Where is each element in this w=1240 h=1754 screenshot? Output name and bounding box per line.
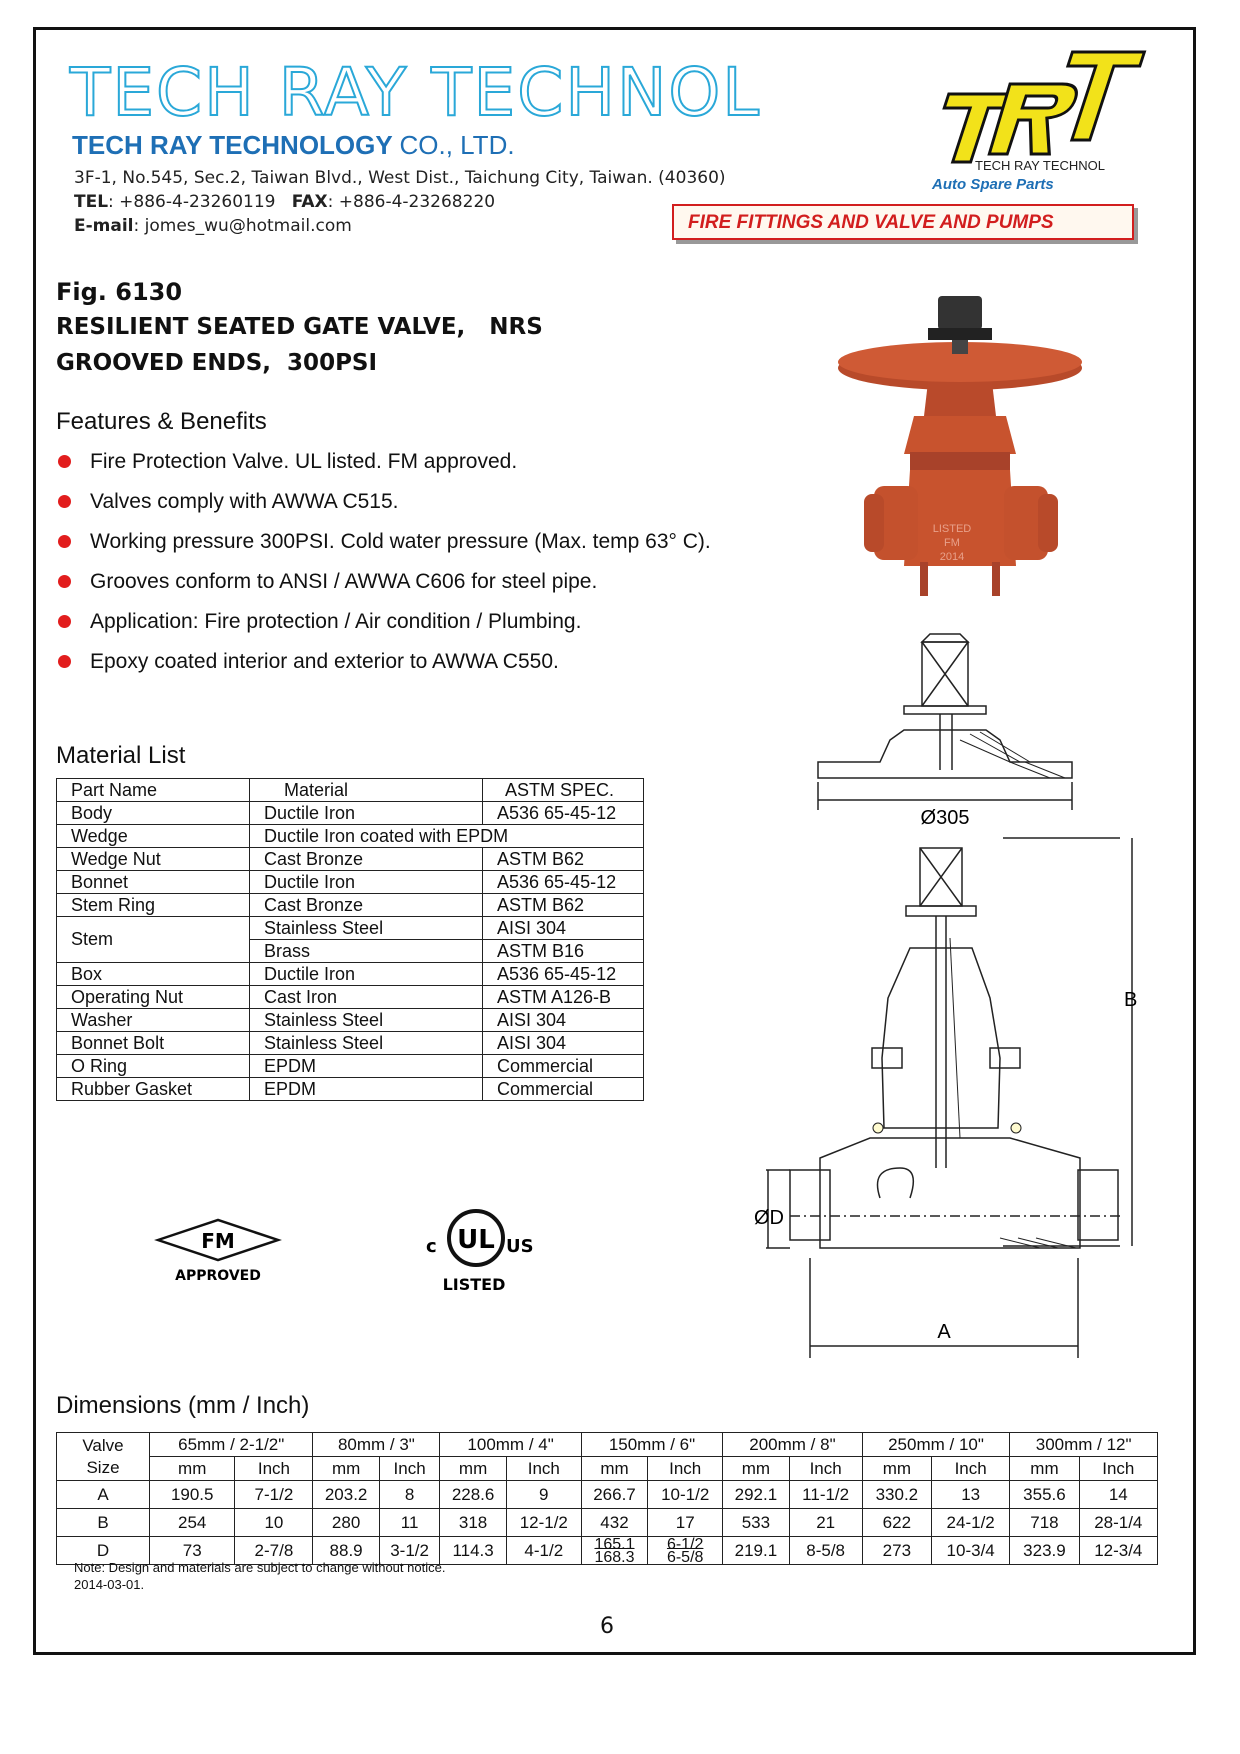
table-header-cell: mm — [581, 1457, 647, 1481]
feature-text: Fire Protection Valve. UL listed. FM approved. — [90, 450, 518, 473]
dimensions-heading: Dimensions (mm / Inch) — [56, 1392, 310, 1419]
table-cell: 7-1/2 — [235, 1481, 313, 1509]
table-cell: 10-3/4 — [932, 1537, 1010, 1565]
table-header-cell: ASTM SPEC. — [483, 779, 644, 802]
company-suffix: CO., LTD. — [399, 130, 515, 160]
email-label: E-mail — [74, 216, 134, 236]
fax-value: : +886-4-23268220 — [327, 192, 496, 212]
table-header-cell: Material — [250, 779, 483, 802]
table-cell: Ductile Iron coated with EPDM — [250, 825, 644, 848]
feature-item — [56, 568, 711, 608]
material-list-heading: Material List — [56, 742, 186, 769]
table-cell: 8 — [379, 1481, 440, 1509]
features-list — [56, 448, 711, 688]
table-cell-split — [648, 1537, 723, 1565]
table-cell: 165.1 — [594, 1535, 635, 1553]
features-heading: Features & Benefits — [56, 408, 267, 435]
fm-mark: FM — [201, 1229, 235, 1253]
table-row — [57, 963, 644, 986]
ul-listed-logo — [418, 1200, 538, 1296]
table-cell: 228.6 — [440, 1481, 506, 1509]
fax-label: FAX — [291, 192, 328, 212]
table-header-cell: mm — [440, 1457, 506, 1481]
table-row-b — [57, 1509, 1158, 1537]
table-cell: 10 — [235, 1509, 313, 1537]
company-email — [74, 214, 726, 238]
table-cell: ASTM B62 — [483, 894, 644, 917]
table-cell: 24-1/2 — [932, 1509, 1010, 1537]
table-cell: 88.9 — [313, 1537, 379, 1565]
table-cell: 533 — [723, 1509, 789, 1537]
table-cell-split — [581, 1537, 647, 1565]
table-header-cell: Inch — [648, 1457, 723, 1481]
table-row — [57, 802, 644, 825]
table-header-cell: Size — [86, 1457, 120, 1477]
material-table — [56, 778, 644, 1101]
table-row — [57, 1078, 644, 1101]
table-cell: Stainless Steel — [250, 917, 483, 940]
table-header-cell: Inch — [789, 1457, 862, 1481]
table-cell: 190.5 — [150, 1481, 235, 1509]
table-cell: 323.9 — [1010, 1537, 1079, 1565]
table-row — [57, 1032, 644, 1055]
table-row — [57, 986, 644, 1009]
casting-text: LISTED — [932, 523, 972, 535]
company-logo-text: TECH RAY TECHNOL — [70, 54, 762, 131]
ul-listed-label: LISTED — [442, 1275, 506, 1294]
feature-text: Valves comply with AWWA C515. — [90, 490, 399, 513]
fm-approved-logo — [154, 1218, 282, 1284]
table-cell: 432 — [581, 1509, 647, 1537]
table-cell: 12-3/4 — [1079, 1537, 1157, 1565]
feature-item — [56, 608, 711, 648]
feature-item — [56, 488, 711, 528]
table-cell: 4-1/2 — [506, 1537, 581, 1565]
table-row-a — [57, 1481, 1158, 1509]
table-cell: B — [57, 1509, 150, 1537]
table-cell: 9 — [506, 1481, 581, 1509]
table-row — [57, 894, 644, 917]
table-header-row — [57, 1433, 1158, 1457]
table-cell: Bonnet — [57, 871, 250, 894]
table-header-cell: 80mm / 3" — [313, 1433, 440, 1457]
bullet-icon — [58, 535, 71, 548]
table-header-cell: 300mm / 12" — [1010, 1433, 1158, 1457]
table-cell: AISI 304 — [483, 1009, 644, 1032]
table-cell: 280 — [313, 1509, 379, 1537]
table-cell: 6-5/8 — [666, 1548, 704, 1566]
bullet-icon — [58, 615, 71, 628]
table-cell: EPDM — [250, 1078, 483, 1101]
table-cell: 14 — [1079, 1481, 1157, 1509]
feature-text: Epoxy coated interior and exterior to AWWA C550. — [90, 650, 559, 673]
table-header-cell: mm — [862, 1457, 931, 1481]
valve-size-header — [57, 1433, 150, 1481]
ul-us: US — [506, 1236, 534, 1257]
table-header-cell: 65mm / 2-1/2" — [150, 1433, 313, 1457]
table-row — [57, 825, 644, 848]
table-row — [57, 1009, 644, 1032]
table-header-cell: 100mm / 4" — [440, 1433, 581, 1457]
product-title-line1: RESILIENT SEATED GATE VALVE, NRS — [56, 314, 543, 340]
table-cell: Body — [57, 802, 250, 825]
bullet-icon — [58, 455, 71, 468]
table-cell: D — [57, 1537, 150, 1565]
product-title-line2: GROOVED ENDS, 300PSI — [56, 350, 378, 376]
table-cell: 8-5/8 — [789, 1537, 862, 1565]
dim-d-label: ØD — [754, 1207, 784, 1229]
table-cell: 17 — [648, 1509, 723, 1537]
table-header-cell: 250mm / 10" — [862, 1433, 1010, 1457]
feature-text: Application: Fire protection / Air condition / Plumbing. — [90, 610, 582, 633]
table-cell: ASTM A126-B — [483, 986, 644, 1009]
table-cell: 168.3 — [594, 1548, 635, 1566]
bullet-icon — [58, 655, 71, 668]
casting-text: FM — [944, 537, 960, 549]
table-cell: O Ring — [57, 1055, 250, 1078]
trt-mark: TRT — [925, 31, 956, 48]
table-cell: 718 — [1010, 1509, 1079, 1537]
product-category-banner — [672, 204, 1134, 240]
ul-c: c — [426, 1236, 437, 1257]
table-cell: 203.2 — [313, 1481, 379, 1509]
feature-item — [56, 648, 711, 688]
table-cell: 254 — [150, 1509, 235, 1537]
table-header-cell: 150mm / 6" — [581, 1433, 722, 1457]
table-cell: Cast Bronze — [250, 848, 483, 871]
feature-text: Grooves conform to ANSI / AWWA C606 for steel pipe. — [90, 570, 598, 593]
brand-tagline: Auto Spare Parts — [932, 176, 1054, 193]
table-cell: 12-1/2 — [506, 1509, 581, 1537]
email-value: : jomes_wu@hotmail.com — [133, 216, 352, 236]
table-cell: 622 — [862, 1509, 931, 1537]
table-row — [57, 848, 644, 871]
table-cell: 13 — [932, 1481, 1010, 1509]
table-header-cell: Inch — [1079, 1457, 1157, 1481]
feature-item — [56, 448, 711, 488]
table-cell: Bonnet Bolt — [57, 1032, 250, 1055]
table-row — [57, 1055, 644, 1078]
table-header-cell: Valve — [82, 1435, 124, 1455]
bullet-icon — [58, 495, 71, 508]
table-cell: Wedge — [57, 825, 250, 848]
figure-number: Fig. 6130 — [56, 278, 183, 306]
company-name-text: TECH RAY TECHNOLOGY — [72, 130, 393, 160]
table-cell: 28-1/4 — [1079, 1509, 1157, 1537]
company-phone-fax — [74, 190, 726, 214]
table-cell: Stem Ring — [57, 894, 250, 917]
table-row — [57, 917, 644, 940]
table-cell: Rubber Gasket — [57, 1078, 250, 1101]
table-header-cell: mm — [150, 1457, 235, 1481]
page-number: 6 — [600, 1614, 614, 1639]
casting-text: 2014 — [939, 551, 965, 563]
table-cell: 266.7 — [581, 1481, 647, 1509]
bullet-icon — [58, 575, 71, 588]
ul-mark: UL — [457, 1225, 495, 1255]
table-cell: 6-1/2 — [666, 1535, 704, 1553]
table-cell: Cast Bronze — [250, 894, 483, 917]
dimensions-table — [56, 1432, 1158, 1565]
table-header-row — [57, 779, 644, 802]
table-cell: Ductile Iron — [250, 802, 483, 825]
table-cell: Stainless Steel — [250, 1032, 483, 1055]
table-unit-row — [57, 1457, 1158, 1481]
table-row — [57, 871, 644, 894]
table-cell: Stainless Steel — [250, 1009, 483, 1032]
table-cell: A536 65-45-12 — [483, 871, 644, 894]
table-cell: 3-1/2 — [379, 1537, 440, 1565]
table-cell: 11 — [379, 1509, 440, 1537]
brand-name: TECH RAY TECHNOL — [975, 158, 1106, 173]
company-name — [72, 130, 515, 161]
table-header-cell: Inch — [506, 1457, 581, 1481]
table-cell: 219.1 — [723, 1537, 789, 1565]
table-cell: EPDM — [250, 1055, 483, 1078]
table-header-cell: mm — [313, 1457, 379, 1481]
table-cell: Commercial — [483, 1055, 644, 1078]
table-cell: A — [57, 1481, 150, 1509]
table-header-cell: Inch — [235, 1457, 313, 1481]
table-header-cell: Part Name — [57, 779, 250, 802]
dim-b-label: B — [1124, 989, 1138, 1011]
disclaimer-note: Note: Design and materials are subject to change without notice. — [74, 1560, 446, 1575]
table-cell: AISI 304 — [483, 1032, 644, 1055]
tel-label: TEL — [74, 192, 109, 212]
dim-305-label: Ø305 — [920, 807, 970, 829]
table-cell: A536 65-45-12 — [483, 802, 644, 825]
table-cell: Commercial — [483, 1078, 644, 1101]
feature-item — [56, 528, 711, 568]
table-cell: 355.6 — [1010, 1481, 1079, 1509]
company-address: 3F-1, No.545, Sec.2, Taiwan Blvd., West Dist., Taichung City, Taiwan. (40360) — [74, 168, 726, 188]
table-cell: Washer — [57, 1009, 250, 1032]
feature-text: Working pressure 300PSI. Cold water pressure (Max. temp 63° C). — [90, 530, 711, 553]
table-header-cell: 200mm / 8" — [723, 1433, 863, 1457]
fm-approved-label: APPROVED — [175, 1268, 261, 1284]
table-cell: 73 — [150, 1537, 235, 1565]
table-cell: A536 65-45-12 — [483, 963, 644, 986]
valve-photo-image — [828, 286, 1088, 626]
table-cell: Wedge Nut — [57, 848, 250, 871]
table-cell: Ductile Iron — [250, 963, 483, 986]
table-header-cell: mm — [723, 1457, 789, 1481]
table-cell: Cast Iron — [250, 986, 483, 1009]
revision-date: 2014-03-01. — [74, 1577, 145, 1592]
table-cell: Operating Nut — [57, 986, 250, 1009]
table-cell: Ductile Iron — [250, 871, 483, 894]
table-cell: 21 — [789, 1509, 862, 1537]
table-cell: 292.1 — [723, 1481, 789, 1509]
table-header-cell: mm — [1010, 1457, 1079, 1481]
table-cell: 330.2 — [862, 1481, 931, 1509]
table-cell: 273 — [862, 1537, 931, 1565]
table-cell: 2-7/8 — [235, 1537, 313, 1565]
table-cell: Box — [57, 963, 250, 986]
banner-text: FIRE FITTINGS AND VALVE AND PUMPS — [688, 212, 1054, 233]
table-cell: ASTM B16 — [483, 940, 644, 963]
table-cell: 11-1/2 — [789, 1481, 862, 1509]
table-cell: Stem — [57, 917, 250, 963]
table-cell: 318 — [440, 1509, 506, 1537]
table-cell: 114.3 — [440, 1537, 506, 1565]
dim-a-label: A — [937, 1321, 951, 1343]
technical-drawing-section — [754, 838, 1140, 1378]
table-cell: Brass — [250, 940, 483, 963]
tel-value: : +886-4-23260119 — [108, 192, 276, 212]
table-header-cell: Inch — [379, 1457, 440, 1481]
table-cell: AISI 304 — [483, 917, 644, 940]
technical-drawing-top — [810, 630, 1080, 830]
table-header-cell: Inch — [932, 1457, 1010, 1481]
table-cell: 10-1/2 — [648, 1481, 723, 1509]
company-contact — [74, 166, 726, 238]
table-cell: ASTM B62 — [483, 848, 644, 871]
